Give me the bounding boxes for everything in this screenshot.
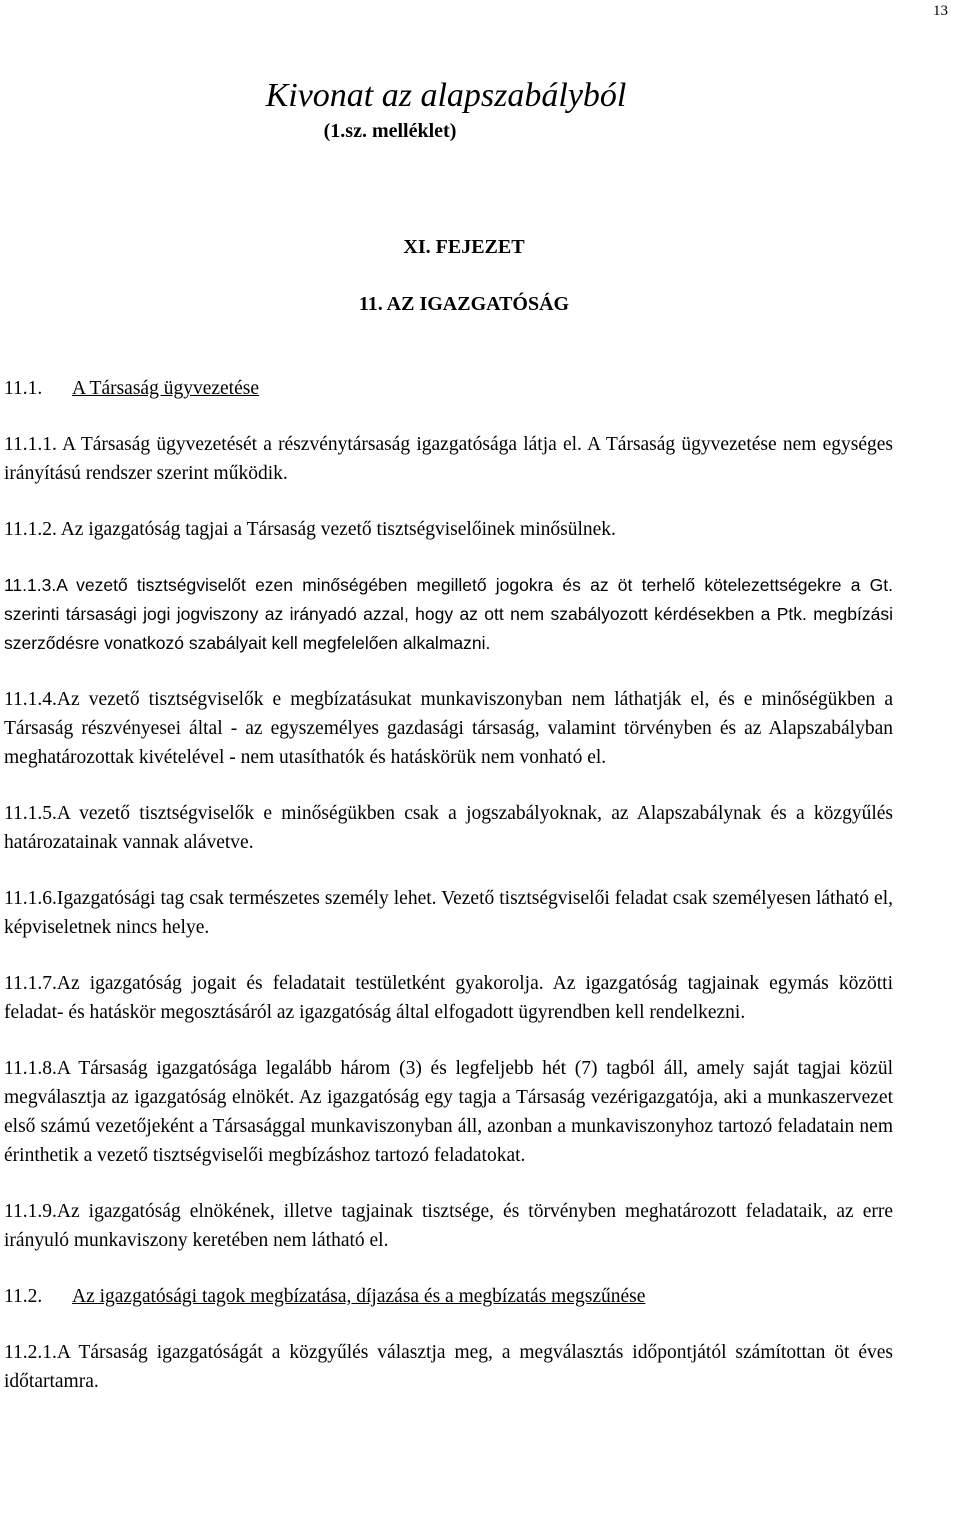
section-number: 11.2. <box>4 1286 43 1307</box>
chapter-heading: XI. FEJEZET <box>403 236 525 258</box>
paragraph-11-1-9: 11.1.9.Az igazgatóság elnökének, illetve tagjainak tisztsége, és törvényben meghatározott feladataik, az erre irányuló munkaviszony keretében nem látható el. <box>4 1201 893 1251</box>
paragraph-text: 11.1.3.A vezető tisztségviselőt ezen minőségében megillető jogokra és az öt terhelő kötelezettségekre a Gt. szerinti társasági jogi jogviszony az irányadó azzal, hogy az ott nem szabályozott kérdésekben a Ptk. megbízási szerződésre vonatkozó szabályait kell megfelelően alkalmazni. <box>4 575 893 653</box>
paragraph-11-2-1: 11.2.1.A Társaság igazgatóságát a közgyűlés választja meg, a megválasztás időpontjától számítottan öt éves időtartamra. <box>4 1342 893 1392</box>
document-subtitle: (1.sz. melléklet) <box>323 120 457 142</box>
page-number: 13 <box>933 3 948 19</box>
document-body <box>4 374 893 1423</box>
paragraph-11-1-8: 11.1.8.A Társaság igazgatósága legalább három (3) és legfeljebb hét (7) tagból áll, amely saját tagjai közül megválasztja az igazgatóság elnökét. Az igazgatóság egy tagja a Társaság vezérigazgatója, aki a munkaszervezet első számú vezetőjeként a Társasággal munkaviszonyban áll, azonban a munkaviszonyhoz tartozó feladatain nem érinthetik a vezető tisztségviselői megbízáshoz tartozó feladatokat. <box>4 1058 893 1166</box>
paragraph-11-1-2: 11.1.2. Az igazgatóság tagjai a Társaság vezető tisztségviselőinek minősülnek. <box>4 519 616 540</box>
paragraph-11-1-4: 11.1.4.Az vezető tisztségviselők e megbízatásukat munkaviszonyban nem láthatják el, és e minőségükben a Társaság részvényesei által - az egyszemélyes gazdasági társaság, valamint törvényben és az Alapszabályban meghatározottak kivételével - nem utasíthatók és hatáskörük nem vonható el. <box>4 689 893 768</box>
section-heading-text: A Társaság ügyvezetése <box>72 378 259 399</box>
paragraph-11-1-7: 11.1.7.Az igazgatóság jogait és feladatait testületként gyakorolja. Az igazgatóság tagjainak egymás közötti feladat- és hatáskör megosztásáról az igazgatóság által elfogadott ügyrendben kell rendelkezni. <box>4 973 893 1023</box>
section-heading-text: Az igazgatósági tagok megbízatása, díjazása és a megbízatás megszűnése <box>72 1286 646 1307</box>
section-heading-11-2 <box>4 1282 893 1311</box>
paragraph-11-1-1: 11.1.1. A Társaság ügyvezetését a részvénytársaság igazgatósága látja el. A Társaság ügyvezetése nem egységes irányítású rendszer szerint működik. <box>4 434 893 484</box>
document-title: Kivonat az alapszabályból <box>265 77 627 114</box>
section-title: 11. AZ IGAZGATÓSÁG <box>358 293 570 315</box>
paragraph-11-1-5: 11.1.5.A vezető tisztségviselők e minőségükben csak a jogszabályoknak, az Alapszabálynak és a közgyűlés határozatainak vannak alávetve. <box>4 803 893 853</box>
paragraph-11-1-3 <box>4 571 893 658</box>
section-heading-11-1 <box>4 374 893 403</box>
paragraph-11-1-6: 11.1.6.Igazgatósági tag csak természetes személy lehet. Vezető tisztségviselői feladat csak személyesen látható el, képviseletnek nincs helye. <box>4 888 893 938</box>
section-number: 11.1. <box>4 378 43 399</box>
